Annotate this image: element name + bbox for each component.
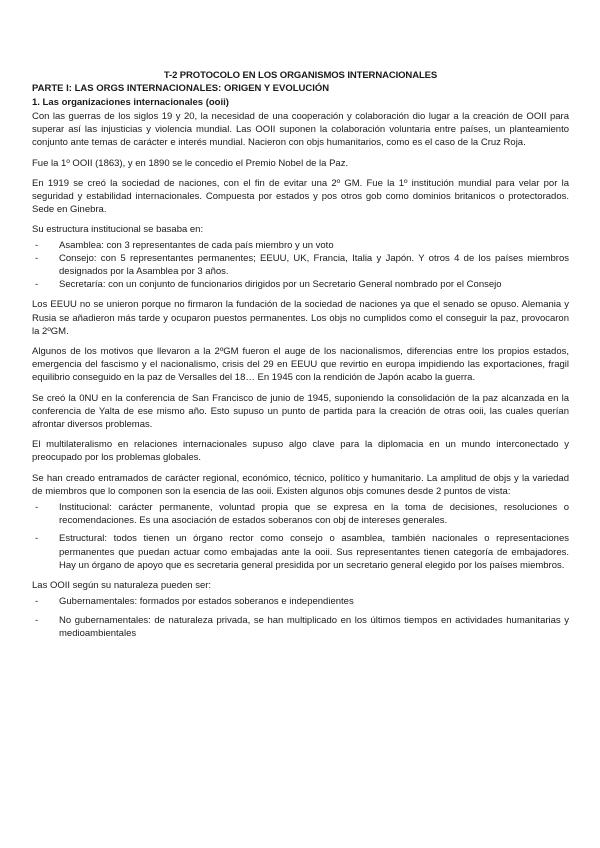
part-heading: PARTE I: LAS ORGS INTERNACIONALES: ORIGEN Y EVOLUCIÓN	[32, 83, 330, 94]
section-heading: 1. Las organizaciones internacionales (ooii)	[32, 97, 229, 108]
list-item: - Asamblea: con 3 representantes de cada país miembro y un voto	[35, 239, 334, 251]
dash-bullet: -	[35, 596, 39, 608]
list-item: - Estructural: todos tienen un órgano rector como consejo o asamblea, también nacionales o representaciones permanentes que puedan actuar como embajadas ante la ooii. Sus representantes tienen categoría de embajadores. Hay un órgano de apoyo que es secretaria general presidida por un secretario general elegido por los países miembros.	[35, 533, 569, 571]
paragraph-un-creation: Se creó la 0NU en la conferencia de San Francisco de junio de 1945, suponiendo la consolidación de la paz alcanzada en la conferencia de Yalta de ese mismo año. Esto supuso un punto de partida para la creación de otras ooii, las cuales querían afrontar diversos problemas.	[32, 392, 569, 431]
list-item: - No gubernamentales: de naturaleza privada, se han multiplicado en los últimos tiempos en actividades humanitarias y medioambientales	[35, 614, 569, 639]
dash-bullet: -	[35, 614, 39, 626]
dash-bullet: -	[35, 533, 39, 545]
viewpoints-list	[32, 501, 569, 572]
paragraph-intro: Con las guerras de los siglos 19 y 20, la necesidad de una cooperación y colaboración dio lugar a la creación de OOII para superar así las injusticias y violencia mundial. Las OOII suponen la colaboración voluntaria entre países, un planteamiento conjunto ante temas de carácter e interés mundial. Nacieron con objs humanitarios, como es el caso de la Cruz Roja.	[32, 111, 569, 149]
document-page	[32, 70, 569, 647]
paragraph-ww2-causes: Algunos de los motivos que llevaron a la 2ºGM fueron el auge de los nacionalismos, diferencias entre los propios estados, emergencia del fascismo y el nacionalismo, crisis del 29 en EEUU que revirtio en europa impidiendo las exportaciones, fragil equilibrio conseguido en la paz de Versalles del 18… En 1945 con la rendición de Japón acabo la guerra.	[32, 346, 569, 384]
paragraph-usa: Los EEUU no se unieron porque no firmaron la fundación de la sociedad de naciones ya que el senado se opuso. Alemania y Rusia se añadieron más tarde y ocuparon puestos permanentes. Los objs no cumplidos como el conseguir la paz, provocaron la 2ºGM.	[32, 299, 569, 337]
list-item: - Institucional: carácter permanente, voluntad propia que se expresa en la toma de decisiones, resoluciones o recomendaciones. Es una asociación de estados soberanos con obj de intereses generales.	[35, 502, 569, 527]
list-item: - Gubernamentales: formados por estados soberanos e independientes	[35, 596, 354, 608]
paragraph-structure-intro: Su estructura institucional se basaba en:	[32, 224, 204, 236]
nature-list	[32, 595, 569, 640]
list-item: - Secretaría: con un conjunto de funcionarios dirigidos por un Secretario General nombrado por el Consejo	[35, 279, 502, 291]
dash-bullet: -	[35, 502, 39, 514]
structure-list	[32, 239, 569, 292]
paragraph-common-objectives: Se han creado entramados de carácter regional, económico, técnico, político y humanitario. La amplitud de objs y la variedad de miembros que lo componen son la esencia de las ooii. Existen algunos objs comunes desde 2 puntos de vista:	[32, 472, 569, 497]
list-item: - Consejo: con 5 representantes permanentes; EEUU, UK, Francia, Italia y Japón. Y otros 4 de los países miembros designados por la Asamblea por 3 años.	[35, 252, 569, 278]
paragraph-red-cross: Fue la 1º OOII (1863), y en 1890 se le concedio el Premio Nobel de la Paz.	[32, 157, 349, 169]
dash-bullet: -	[35, 239, 39, 251]
dash-bullet: -	[35, 279, 39, 291]
paragraph-league-of-nations: En 1919 se creó la sociedad de naciones, con el fin de evitar una 2º GM. Fue la 1º institución mundial para velar por la seguridad y estabilidad internacionales. Compuesta por estados y pos otros gob como dominios britanicos o protectorados. Sede en Ginebra.	[32, 177, 569, 216]
document-title: T-2 PROTOCOLO EN LOS ORGANISMOS INTERNACIONALES	[163, 70, 438, 81]
paragraph-multilateralism: El multilateralismo en relaciones internacionales supuso algo clave para la diplomacia en un mundo interconectado y preocupado por los problemas globales.	[32, 439, 569, 464]
dash-bullet: -	[35, 252, 39, 264]
paragraph-nature-intro: Las OOII según su naturaleza pueden ser:	[32, 580, 212, 592]
